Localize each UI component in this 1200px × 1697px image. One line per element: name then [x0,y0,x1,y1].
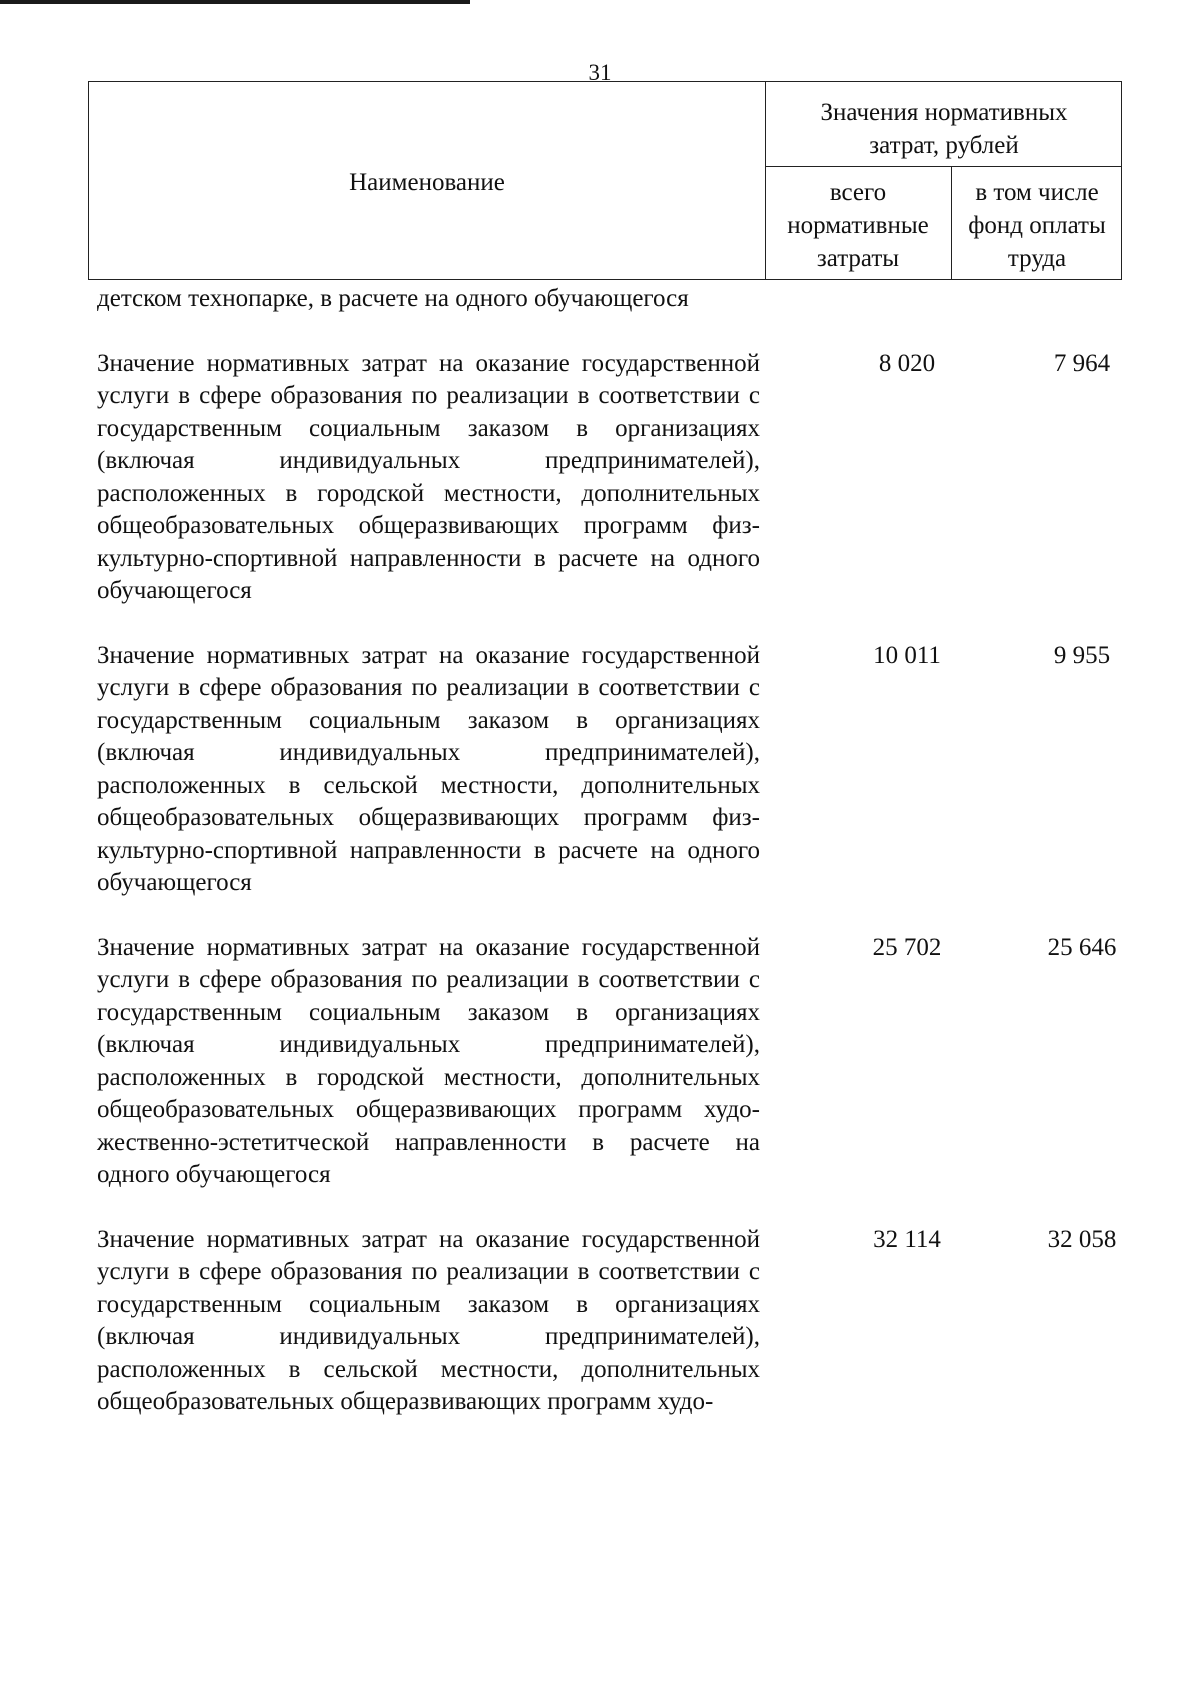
row-total-value: 10 011 [873,641,941,669]
column-header-values-group: Значения нормативных затрат, рублей [820,99,1068,159]
row-wage-fund-value: 32 058 [1047,1225,1117,1253]
scan-edge-mark [0,0,470,4]
table-row [97,348,1122,608]
table-row [97,640,1122,900]
table-header [88,81,1122,280]
page-number: 31 [588,60,612,85]
continuation-text: детском технопарке, в расчете на одного обучающегося [97,285,689,312]
column-header-name: Наименование [349,169,505,196]
row-total-value: 25 702 [872,933,942,961]
row-name: Значение нормативных затрат на оказание государственной услуги в сфере образования по реализации в соответствии с государственным социальным заказом в организациях (включая индивидуальных предпринимателей), расположенных в сельской местности, дополнительных общеобразовательных общеразвивающих программ худо- [97,1225,760,1415]
table-row [97,932,1122,1192]
row-wage-fund-value: 25 646 [1047,933,1117,961]
row-total-value: 8 020 [878,349,936,377]
row-name: Значение нормативных затрат на оказание государственной услуги в сфере образования по реализации в соответствии с государственным социальным заказом в организациях (включая индивидуальных предпринимателей), расположенных в городской местности, дополнительных общеобразовательных общеразвивающих программ физкультурно-спортивной направленности в расчете на одного обучающегося [97,349,760,604]
row-total-value: 32 114 [873,1225,941,1253]
column-header-wage-fund: в том числе фонд оплаты труда [968,179,1106,272]
row-wage-fund-value: 9 955 [1053,641,1111,669]
column-header-total: всего нормативные затраты [787,179,929,272]
row-name: Значение нормативных затрат на оказание государственной услуги в сфере образования по реализации в соответствии с государственным социальным заказом в организациях (включая индивидуальных предпринимателей), расположенных в сельской местности, дополнительных общеобразовательных общеразвивающих программ физкультурно-спортивной направленности в расчете на одного обучающегося [97,641,760,896]
row-name: Значение нормативных затрат на оказание государственной услуги в сфере образования по реализации в соответствии с государственным социальным заказом в организациях (включая индивидуальных предпринимателей), расположенных в городской местности, дополнительных общеобразовательных общеразвивающих программ художественно-эстетитческой направленности в расчете на одного обучающегося [97,933,760,1188]
table-body [97,283,1122,1451]
header-divider-horizontal [765,166,1121,167]
row-wage-fund-value: 7 964 [1053,349,1111,377]
table-row [97,1224,1122,1419]
